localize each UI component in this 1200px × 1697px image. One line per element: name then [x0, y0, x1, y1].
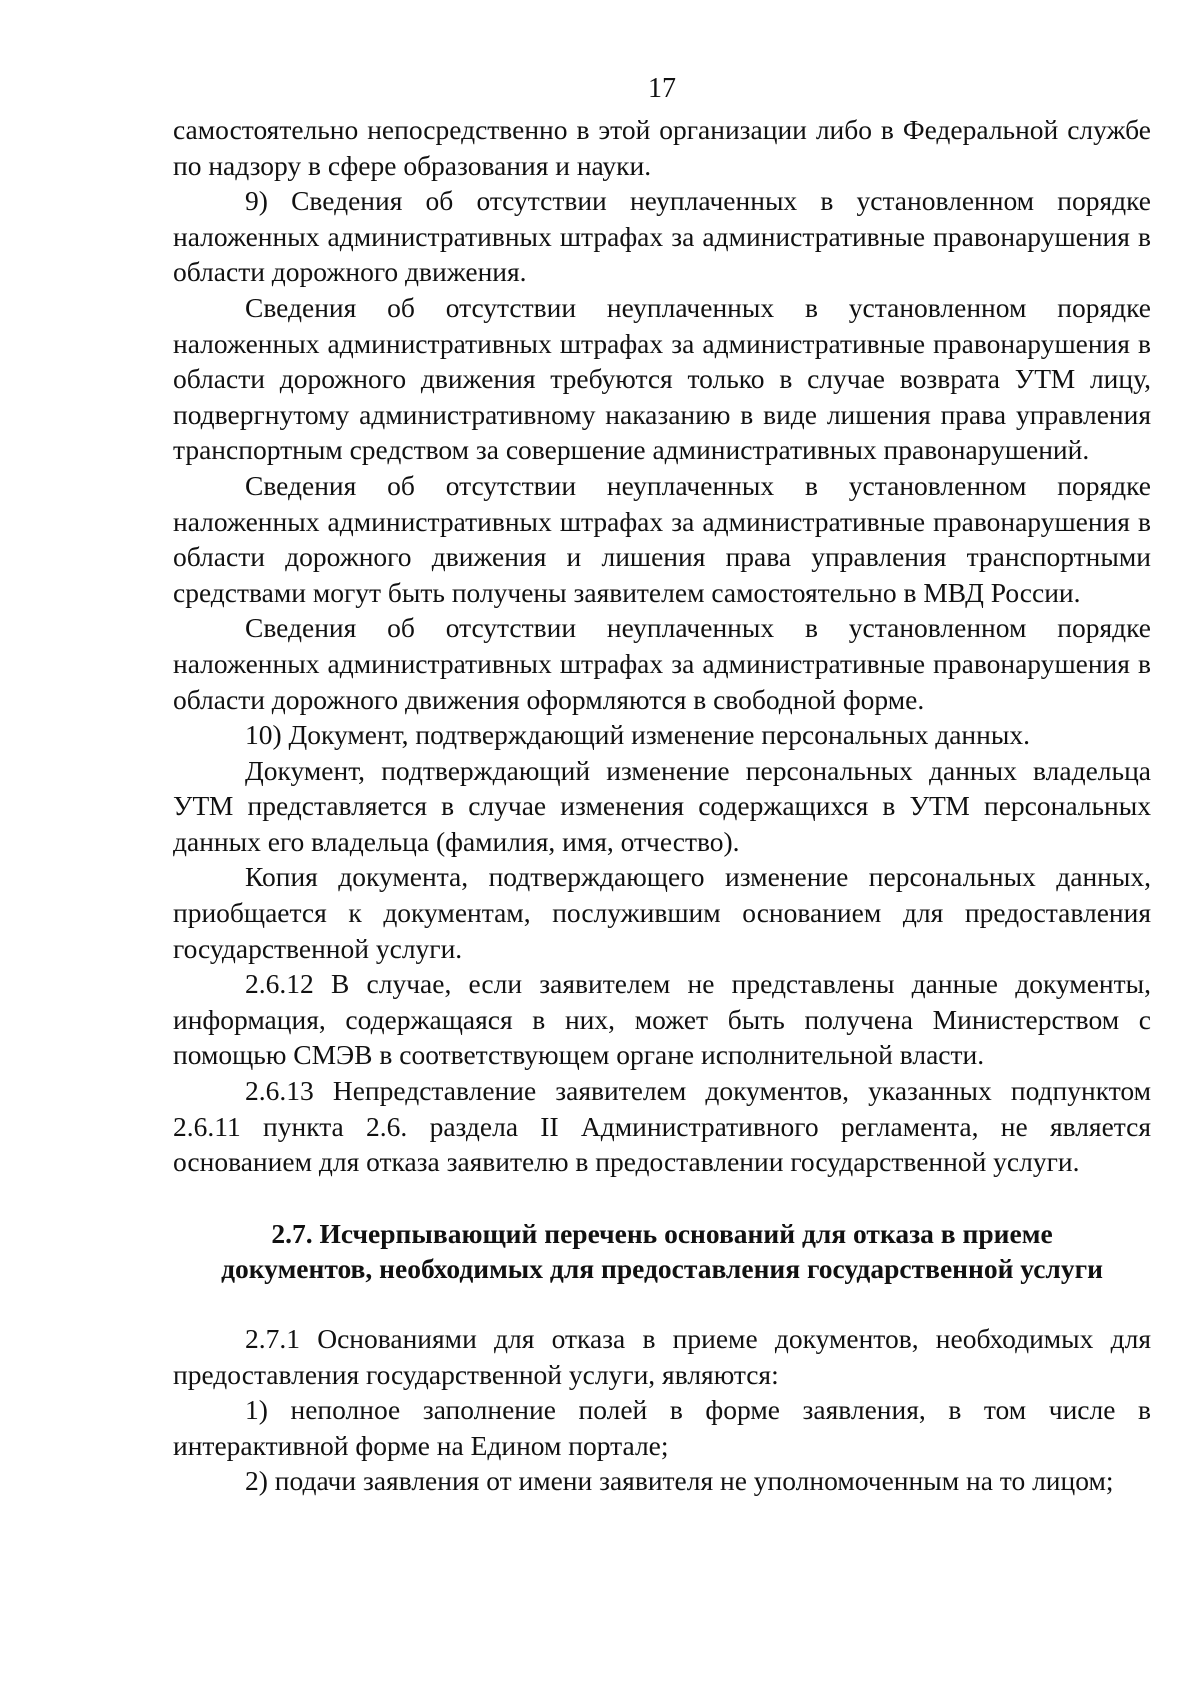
section-heading-line-1: 2.7. Исчерпывающий перечень оснований для отказа в приеме — [271, 1217, 1053, 1249]
paragraph: 2.7.1 Основаниями для отказа в приеме документов, необходимых для предоставления государственной услуги, являются: — [173, 1323, 1151, 1390]
page-number: 17 — [648, 73, 676, 104]
paragraph: Сведения об отсутствии неуплаченных в установленном порядке наложенных административных штрафах за административные правонарушения в области дорожного движения требуются только в случае возврата УТМ лицу, подвергнутому административному наказанию в виде лишения права управления транспортным средством за совершение административных правонарушений. — [173, 291, 1151, 466]
paragraph: Сведения об отсутствии неуплаченных в установленном порядке наложенных административных штрафах за административные правонарушения в области дорожного движения и лишения права управления транспортными средствами могут быть получены заявителем самостоятельно в МВД России. — [173, 469, 1151, 608]
paragraph: 10) Документ, подтверждающий изменение персональных данных. — [245, 719, 1030, 751]
paragraph: 9) Сведения об отсутствии неуплаченных в установленном порядке наложенных административных штрафах за административные правонарушения в области дорожного движения. — [173, 185, 1151, 288]
section-heading — [173, 1216, 1151, 1287]
paragraph: Документ, подтверждающий изменение персональных данных владельца УТМ представляется в случае изменения содержащихся в УТМ персональных данных его владельца (фамилия, имя, отчество). — [173, 754, 1151, 857]
paragraph: 2.6.12 В случае, если заявителем не представлены данные документы, информация, содержащаяся в них, может быть получена Министерством с помощью СМЭВ в соответствующем органе исполнительной власти. — [173, 968, 1151, 1071]
document-body — [173, 112, 1151, 1499]
paragraphs-after — [173, 1321, 1151, 1499]
paragraph: 2.6.13 Непредставление заявителем документов, указанных подпунктом 2.6.11 пункта 2.6. раздела II Административного регламента, не является основанием для отказа заявителю в предоставлении государственной услуги. — [173, 1075, 1151, 1178]
paragraph: 1) неполное заполнение полей в форме заявления, в том числе в интерактивной форме на Едином портале; — [173, 1394, 1151, 1461]
paragraph: Сведения об отсутствии неуплаченных в установленном порядке наложенных административных штрафах за административные правонарушения в области дорожного движения оформляются в свободной форме. — [173, 612, 1151, 715]
paragraph: самостоятельно непосредственно в этой организации либо в Федеральной службе по надзору в сфере образования и науки. — [173, 114, 1151, 181]
paragraph: 2) подачи заявления от имени заявителя не уполномоченным на то лицом; — [245, 1465, 1114, 1497]
paragraphs-before — [173, 112, 1151, 1180]
paragraph: Копия документа, подтверждающего изменение персональных данных, приобщается к документам, послужившим основанием для предоставления государственной услуги. — [173, 861, 1151, 964]
section-heading-line-2: документов, необходимых для предоставления государственной услуги — [221, 1253, 1103, 1285]
